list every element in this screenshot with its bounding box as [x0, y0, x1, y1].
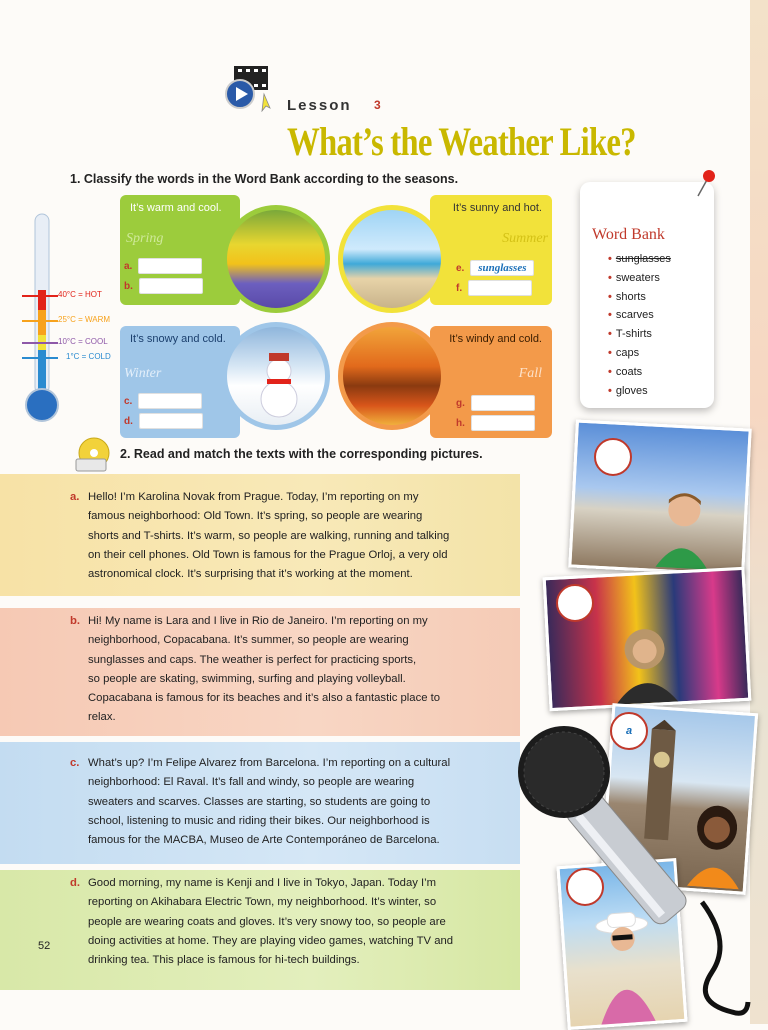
summer-photo	[338, 205, 446, 313]
lesson-number: 3	[374, 98, 381, 112]
exercise-2-instruction: 2. Read and match the texts with the corresponding pictures.	[120, 447, 483, 461]
fall-photo	[338, 322, 446, 430]
microphone-icon	[512, 712, 752, 1024]
answer-field-f[interactable]	[468, 280, 532, 296]
text-d	[70, 874, 508, 970]
text-line: school, listening to music and riding their bikes. Our neighborhood is	[88, 814, 430, 827]
winter-photo	[222, 322, 330, 430]
text-a-letter: a.	[70, 491, 80, 503]
text-line: astronomical clock. It’s surprising that it’s working at the moment.	[88, 568, 413, 581]
fall-label: Fall	[518, 366, 542, 381]
answer-letter-d: d.	[124, 415, 133, 427]
temp-label-warm: 25°C = WARM	[58, 315, 111, 324]
text-c-letter: c.	[70, 757, 80, 769]
text-a	[70, 488, 508, 584]
text-line: sweaters and scarves. Classes are starting, so students are going to	[88, 795, 431, 808]
answer-letter-h: h.	[456, 417, 465, 429]
fall-caption: It’s windy and cold.	[449, 333, 542, 345]
summer-label: Summer	[502, 231, 548, 246]
word-bank-item: • sweaters	[608, 269, 671, 288]
fall-panel	[430, 326, 552, 438]
text-line: shorts and T-shirts. It’s warm, so people are walking, running and talking	[88, 529, 450, 542]
spring-caption: It’s warm and cool.	[130, 202, 222, 214]
text-line: people are wearing coats and gloves. It’s very snowy too, so people are	[88, 915, 446, 928]
spring-photo	[222, 205, 330, 313]
video-icon[interactable]	[224, 64, 272, 112]
answer-field-d[interactable]	[139, 413, 203, 429]
text-b-letter: b.	[70, 615, 81, 627]
thermometer	[18, 210, 123, 428]
temp-label-cold: 1°C = COLD	[66, 352, 111, 361]
text-line: Hi! My name is Lara and I live in Rio de Janeiro. I’m reporting on my	[88, 615, 428, 627]
word-bank-card	[580, 182, 714, 408]
word-bank-item: • sunglasses	[608, 250, 671, 269]
text-line: Copacabana is famous for its beaches and it’s also a fantastic place to	[88, 692, 441, 705]
answer-letter-a: a.	[124, 260, 133, 272]
page-number: 52	[38, 940, 51, 952]
text-line: neighborhood, Copacabana. It’s summer, so people are wearing	[88, 634, 409, 647]
answer-letter-g: g.	[456, 397, 465, 409]
text-line: drinking tea. This place is famous for hi-tech buildings.	[88, 954, 360, 967]
text-line: neighborhood: El Raval. It’s fall and windy, so people are wearing	[88, 776, 415, 789]
text-line: famous for the MACBA, Museo de Arte Contemporáneo de Barcelona.	[88, 834, 440, 847]
answer-marker-1[interactable]	[594, 438, 632, 476]
page-edge-decoration	[750, 0, 768, 1024]
text-line: reporting on Akihabara Electric Town, my neighborhood. It’s winter, so	[88, 896, 437, 909]
answer-marker-3[interactable]: a	[610, 712, 648, 750]
word-bank-item: • shorts	[608, 288, 671, 307]
word-bank-item: • gloves	[608, 382, 671, 401]
word-bank-title: Word Bank	[592, 226, 665, 243]
text-line: relax.	[88, 711, 116, 724]
answer-letter-c: c.	[124, 395, 133, 407]
lesson-label: Lesson	[287, 97, 352, 114]
text-line: What’s up? I’m Felipe Alvarez from Barcelona. I’m reporting on a cultural	[88, 757, 451, 769]
word-bank-item: • scarves	[608, 306, 671, 325]
word-bank-list	[608, 250, 671, 400]
snowman-icon	[227, 327, 325, 425]
text-line: doing activities at home. They are playing video games, watching TV and	[88, 934, 454, 947]
word-bank-item: • T-shirts	[608, 325, 671, 344]
text-line: Hello! I’m Karolina Novak from Prague. Today, I’m reporting on my	[88, 491, 419, 503]
text-line: so people are skating, swimming, surfing and playing volleyball.	[88, 672, 406, 685]
answer-letter-b: b.	[124, 280, 133, 292]
answer-field-b[interactable]	[139, 278, 203, 294]
winter-label: Winter	[124, 366, 162, 381]
temp-label-hot: 40°C = HOT	[58, 290, 102, 299]
text-line: on their cell phones. Old Town is famous for the Prague Orloj, a very old	[88, 548, 448, 561]
pushpin-icon	[692, 168, 718, 198]
word-bank-item: • coats	[608, 363, 671, 382]
text-line: famous neighborhood: Old Town. It’s spring, so people are wearing	[88, 510, 423, 523]
temp-label-cool: 10°C = COOL	[58, 337, 108, 346]
exercise-1-instruction: 1. Classify the words in the Word Bank according to the seasons.	[70, 172, 459, 186]
answer-field-e[interactable]: sunglasses	[470, 260, 534, 276]
text-d-letter: d.	[70, 877, 81, 889]
photo-prague-boy	[568, 419, 752, 576]
answer-letter-e: e.	[456, 262, 465, 274]
spring-label: Spring	[126, 231, 164, 246]
audio-cd-icon[interactable]	[72, 435, 114, 475]
person-icon	[651, 487, 715, 570]
answer-field-c[interactable]	[138, 393, 202, 409]
answer-letter-f: f.	[456, 282, 463, 294]
summer-panel	[430, 195, 552, 305]
winter-caption: It’s snowy and cold.	[130, 333, 226, 345]
summer-caption: It’s sunny and hot.	[452, 202, 542, 214]
page-title: What’s the Weather Like?	[287, 119, 636, 164]
answer-field-g[interactable]	[471, 395, 535, 411]
answer-field-h[interactable]	[471, 415, 535, 431]
person-icon	[608, 617, 682, 705]
answer-field-a[interactable]	[138, 258, 202, 274]
answer-marker-2[interactable]	[556, 584, 594, 622]
text-b	[70, 612, 508, 728]
text-line: sunglasses and caps. The weather is perfect for practicing sports,	[88, 653, 417, 666]
text-line: Good morning, my name is Kenji and I live in Tokyo, Japan. Today I’m	[88, 877, 437, 889]
word-bank-item: • caps	[608, 344, 671, 363]
text-c	[70, 754, 508, 850]
